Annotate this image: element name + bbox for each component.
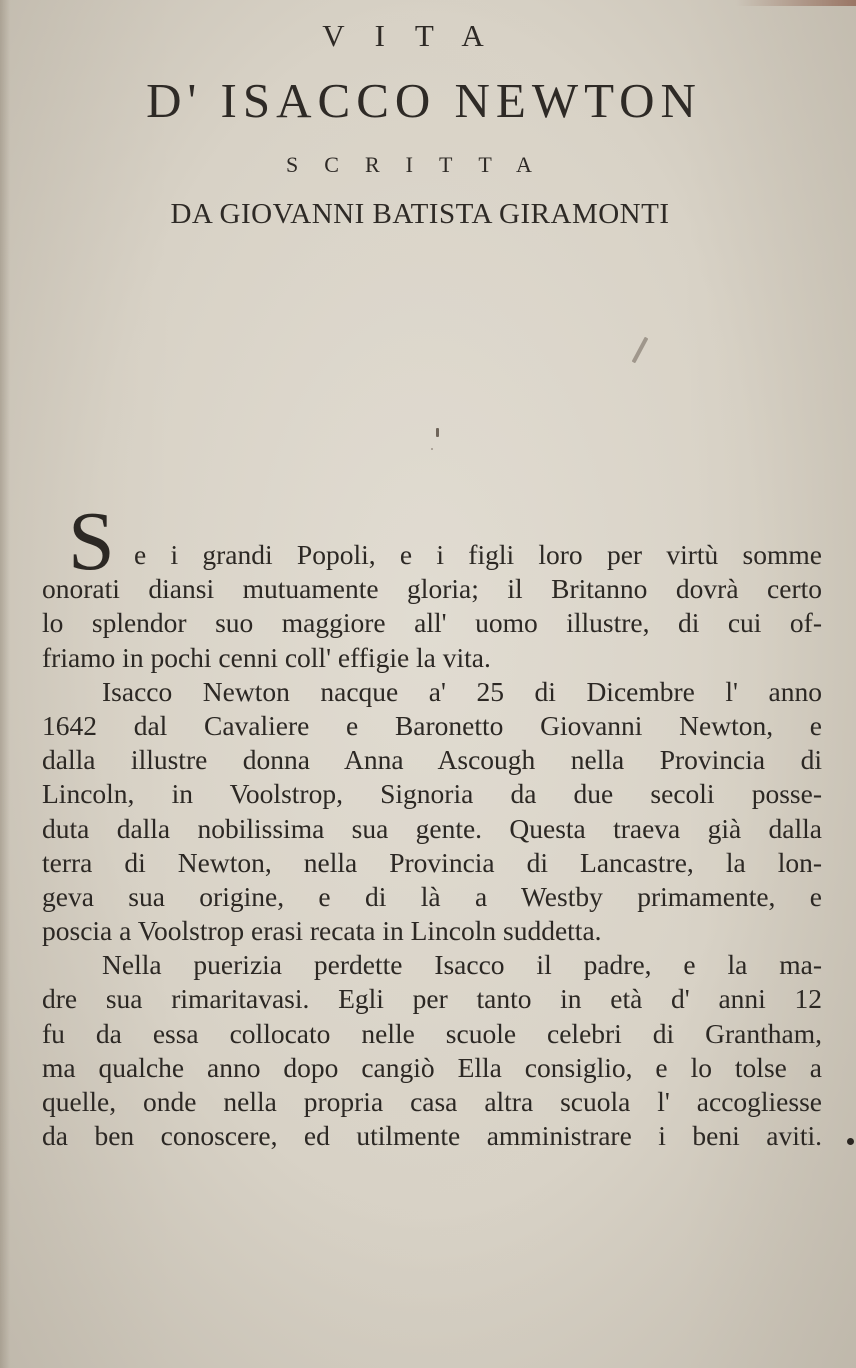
text-line: dalla illustre donna Anna Ascough nella Provincia di — [42, 744, 822, 776]
text-line: fu da essa collocato nelle scuole celebri di Grantham, — [42, 1017, 822, 1049]
text-line: duta dalla nobilissima sua gente. Questa traeva già dalla — [42, 812, 822, 844]
margin-ink-dot — [847, 1138, 854, 1145]
page-corner-mark — [736, 0, 856, 6]
ink-speck — [436, 428, 439, 437]
text-line: 1642 dal Cavaliere e Baronetto Giovanni Newton, e — [42, 709, 822, 741]
author-line: DA GIOVANNI BATISTA GIRAMONTI — [170, 198, 670, 230]
text-line: ma qualche anno dopo cangiò Ella consiglio, e lo tolse a — [42, 1051, 822, 1083]
text-line: terra di Newton, nella Provincia di Lancastre, la lon- — [42, 846, 822, 878]
text-line: quelle, onde nella propria casa altra scuola l' accogliesse — [42, 1086, 822, 1117]
heading-scritta: SCRITTA — [286, 152, 558, 177]
text-line: Lincoln, in Voolstrop, Signoria da due secoli posse- — [42, 778, 822, 810]
heading-vita: VITA — [322, 18, 514, 53]
text-line: geva sua origine, e di là a Westby primamente, e — [42, 880, 822, 912]
text-line: onorati diansi mutuamente gloria; il Britanno dovrà certo — [42, 573, 822, 605]
ink-speck — [632, 337, 649, 364]
text-line: Nella puerizia perdette Isacco il padre, e la ma- — [102, 949, 822, 981]
body-text — [42, 538, 822, 1153]
text-line: dre sua rimaritavasi. Egli per tanto in età d' anni 12 — [42, 983, 822, 1015]
drop-cap: S — [68, 495, 115, 588]
text-line: Isacco Newton nacque a' 25 di Dicembre l' anno — [102, 675, 822, 707]
text-line: e i grandi Popoli, e i figli loro per virtù somme — [134, 539, 822, 570]
text-line: poscia a Voolstrop erasi recata in Lincoln suddetta. — [42, 915, 602, 947]
ink-speck — [431, 448, 433, 450]
page-title: D' ISACCO NEWTON — [146, 73, 702, 128]
text-line: da ben conoscere, ed utilmente amministrare i beni aviti. — [42, 1120, 822, 1152]
text-line: lo splendor suo maggiore all' uomo illustre, di cui of- — [42, 607, 822, 639]
text-line: friamo in pochi cenni coll' effigie la vita. — [42, 641, 491, 673]
